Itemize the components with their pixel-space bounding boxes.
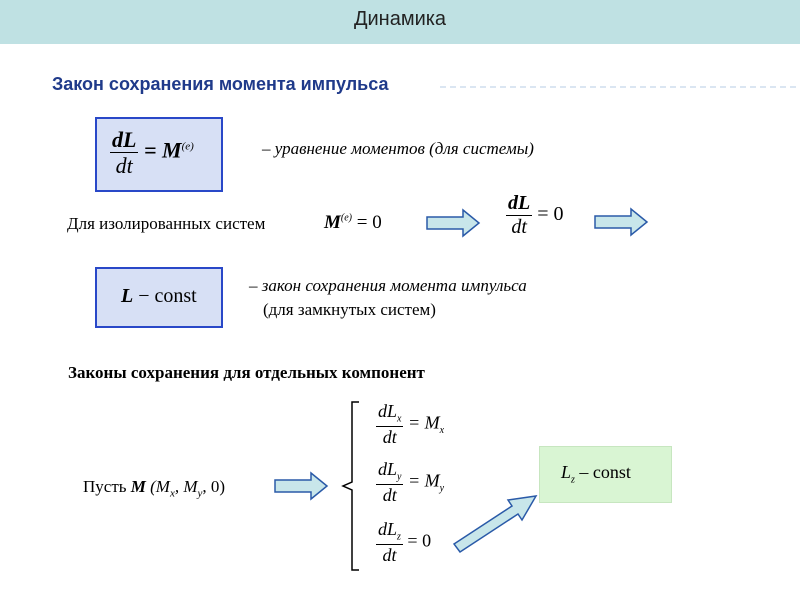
- conservation-law-note: (для замкнутых систем): [263, 300, 436, 319]
- fraction: [376, 520, 403, 565]
- curly-brace: [337, 398, 367, 574]
- arrow-right-icon: [273, 471, 329, 501]
- equation-rhs: = 0: [407, 530, 432, 551]
- fraction-numerator: dL: [508, 192, 531, 214]
- conservation-law-description: – закон сохранения момента импульса: [249, 276, 527, 295]
- equation-rhs: = M: [143, 137, 182, 163]
- equation-superscript: (e): [181, 140, 194, 153]
- subscript-z: z: [571, 474, 575, 486]
- fraction: [110, 128, 138, 177]
- fraction-numerator: dL: [112, 127, 137, 152]
- const-text: − const: [133, 285, 197, 307]
- subscript: x: [439, 425, 445, 437]
- isolated-systems-label: Для изолированных систем: [67, 214, 266, 233]
- subscript: y: [439, 483, 445, 495]
- moment-superscript: (e): [340, 212, 353, 224]
- subscript-x: x: [169, 487, 175, 500]
- fraction-denominator: dt: [382, 485, 397, 506]
- header-title: Динамика: [353, 8, 447, 30]
- arrow-diagonal-icon: [450, 492, 540, 554]
- subscript-y: y: [197, 487, 203, 500]
- isolated-derivative-equation: [506, 193, 564, 238]
- components-title: Законы сохранения для отдельных компонент: [68, 363, 425, 382]
- isolated-moment-equation: [324, 212, 382, 234]
- moment-symbol: M: [324, 212, 341, 233]
- fraction: [376, 402, 403, 447]
- fraction-numerator: dL: [378, 459, 398, 479]
- fraction-denominator: dt: [382, 545, 397, 566]
- component-equation-y: [376, 460, 444, 505]
- component-equation-z: [376, 520, 431, 565]
- equation-rhs: = M: [407, 470, 440, 491]
- arrow-right-icon: [593, 207, 649, 237]
- subscript: x: [397, 413, 402, 425]
- equation-rhs: = M: [407, 412, 440, 433]
- const-text: – const: [574, 462, 631, 482]
- fraction-denominator: dt: [382, 427, 397, 448]
- let-statement: [83, 477, 225, 499]
- moment-equation-description: – уравнение моментов (для системы): [262, 139, 534, 158]
- fraction: [376, 460, 403, 505]
- fraction-numerator: dL: [378, 519, 398, 539]
- equals-zero: = 0: [352, 212, 382, 233]
- arrow-right-icon: [425, 208, 481, 238]
- fraction-denominator: dt: [115, 153, 133, 179]
- section-title: Закон сохранения момента импульса: [52, 74, 389, 94]
- moment-args: , M: [174, 477, 198, 496]
- moment-symbol: M: [130, 477, 146, 496]
- fraction-numerator: dL: [378, 401, 398, 421]
- moment-args-end: , 0): [202, 477, 226, 496]
- subscript: y: [397, 471, 402, 483]
- angular-momentum-symbol: L: [121, 285, 134, 307]
- fraction: [506, 193, 532, 238]
- subscript: z: [397, 531, 401, 543]
- result-equation: [561, 462, 631, 486]
- moment-args: (M: [145, 477, 170, 496]
- let-label: Пусть: [83, 477, 127, 496]
- fraction-denominator: dt: [511, 216, 527, 238]
- conservation-law-equation: [121, 285, 197, 308]
- angular-momentum-symbol: L: [561, 462, 572, 482]
- moment-equation: [110, 128, 194, 177]
- component-equation-x: [376, 402, 444, 447]
- equals-zero: = 0: [532, 203, 564, 226]
- decorative-dotted-line: [440, 86, 800, 88]
